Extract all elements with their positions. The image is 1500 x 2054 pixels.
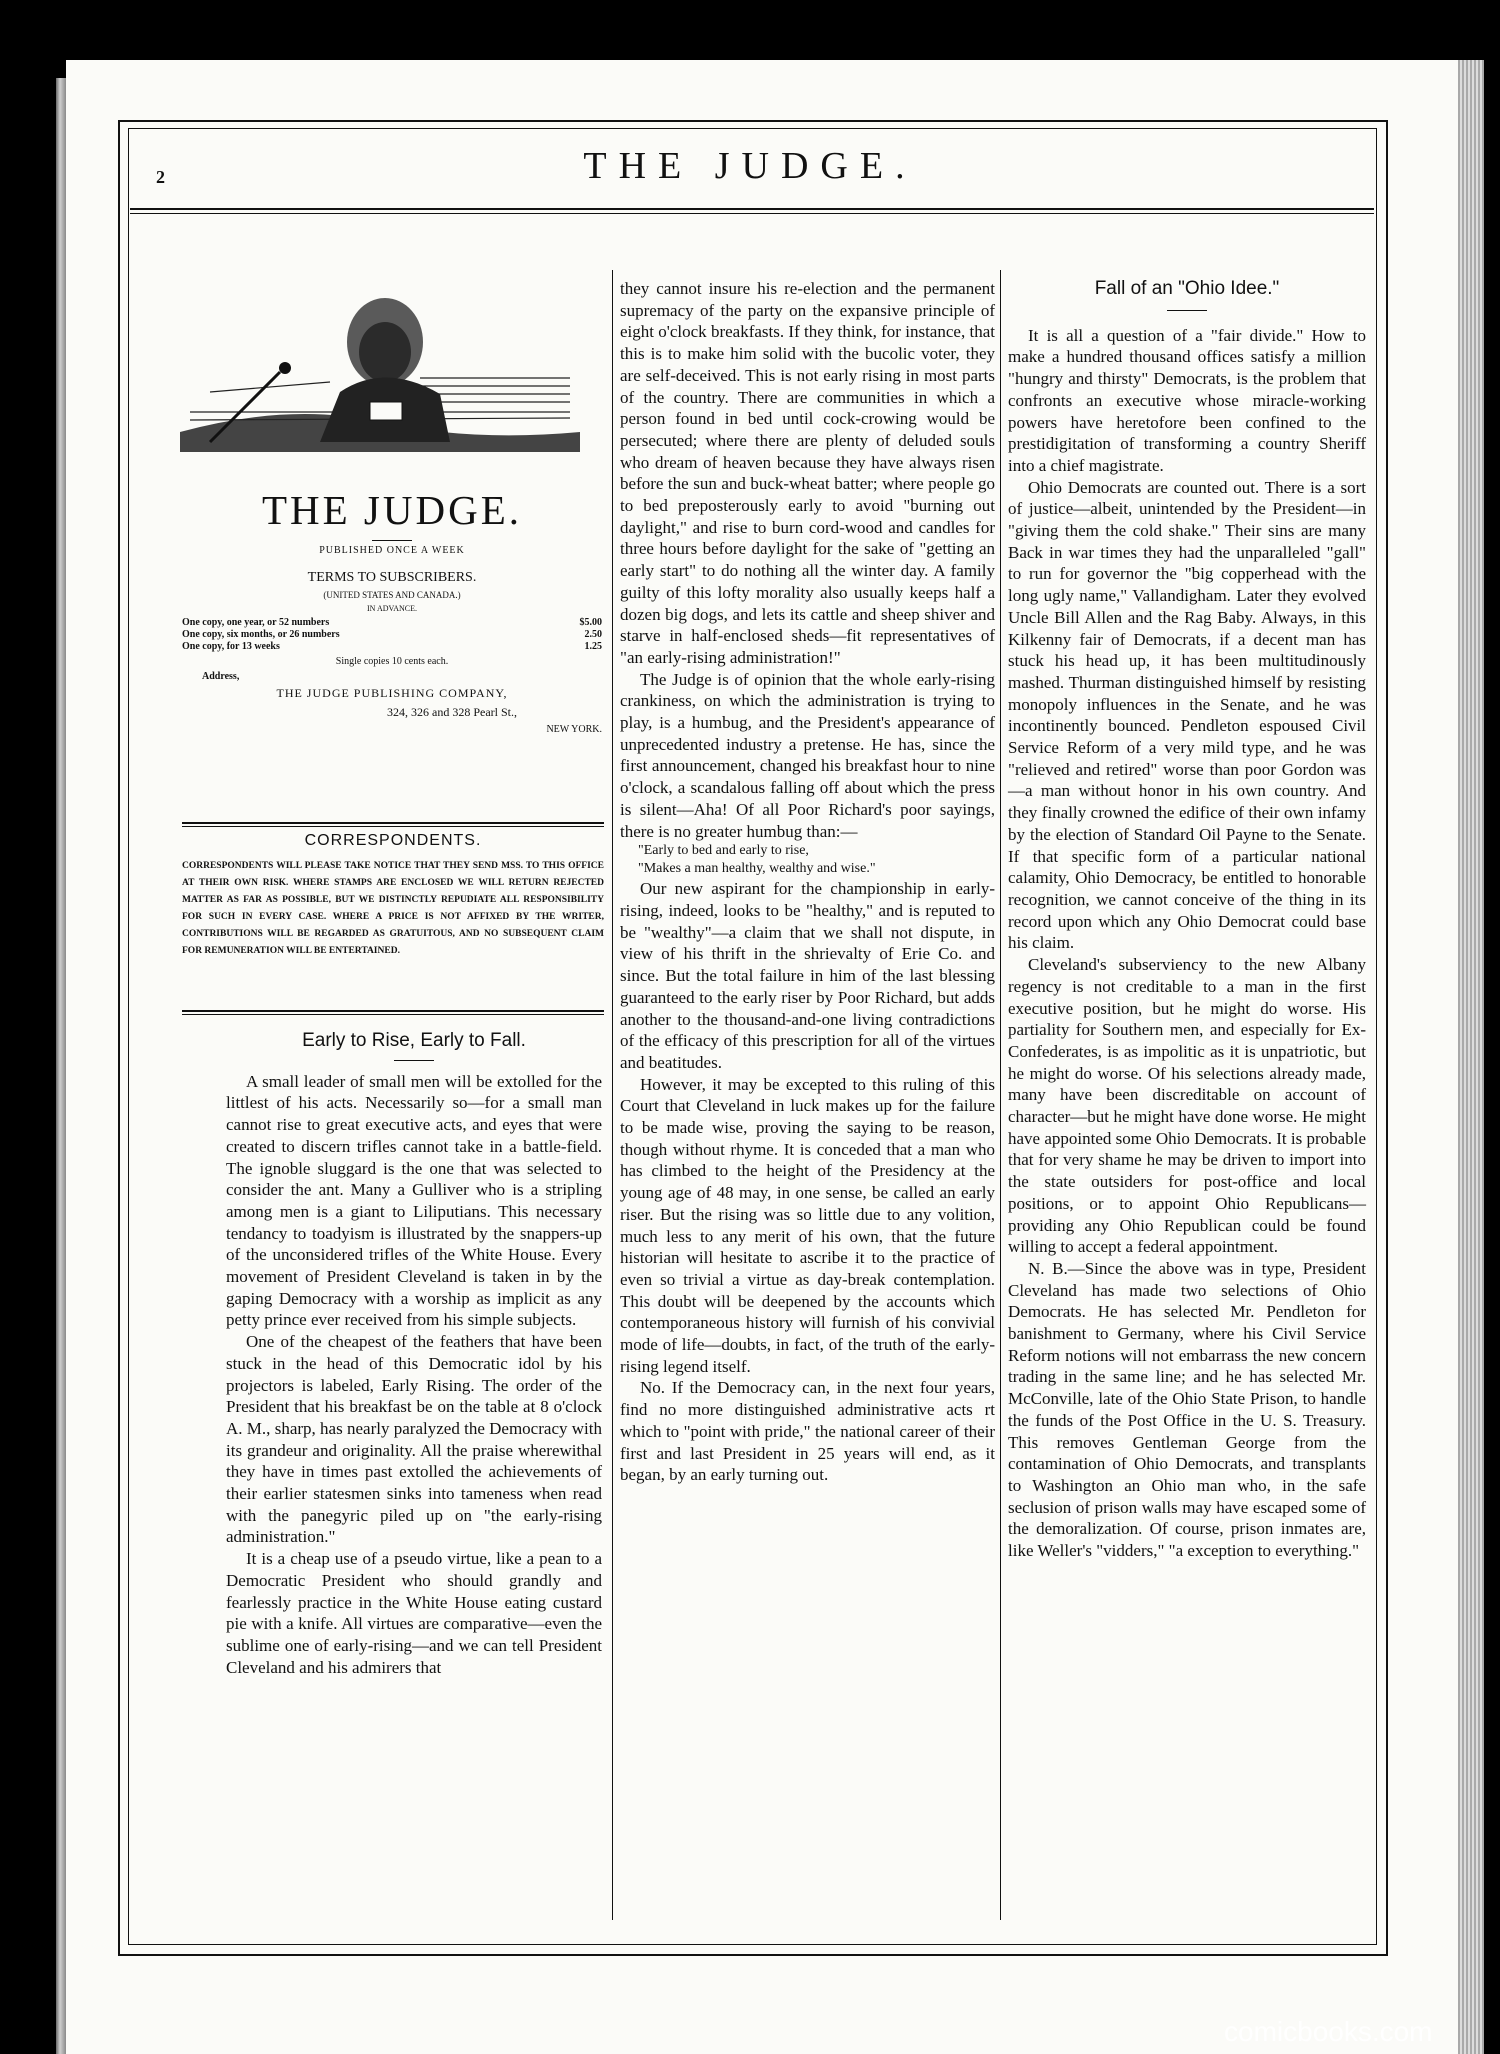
paragraph: One of the cheapest of the feathers that have been stuck in the head of this Democratic idol by his projectors is labeled, Early Rising. The order of the President that his breakfast be on the table at 8 o'clock A. M., sharp, has nearly paralyzed the Democracy with its grandeur and originality. All the praise wherewithal they have in times past extolled the achievements of their earlier statesmen sinks into tameness when read with the panegyric piled up on "the early-rising administration."	[226, 1332, 602, 1547]
price-row: One copy, one year, or 52 numbers $5.00	[182, 617, 602, 628]
paragraph: It is a cheap use of a pseudo virtue, like a pean to a Democratic President who should grandly and fearlessly practice in the White House eating custard pie with a knife. All virtues are comparative—even the sublime one of early-rising—and we can tell President Cleveland and his admirers that	[226, 1549, 602, 1677]
heading-dash	[394, 1060, 434, 1061]
paragraph: Cleveland's subserviency to the new Albany regency is not creditable to a man in the first executive position, but he might do worse. His partiality for Southern men, and especially for Ex-Confederates, is as impolitic as it is unpatriotic, but he might do worse. Of his selections already made, many have been discreditable on account of character—but he might have done worse. He might have appointed some Ohio Democrats. It is probable that for very shame he may be driven to import into the state outsiders for post-office and local positions, or to appoint Ohio Republicans—providing any Ohio Republican could be found willing to accept a federal appointment.	[1008, 955, 1366, 1257]
corr-rule-bottom	[182, 1010, 604, 1012]
article-heading: Fall of an "Ohio Idee."	[1094, 278, 1280, 299]
editor-illustration	[170, 282, 590, 462]
paragraph: It is all a question of a "fair divide." How to make a hundred thousand offices satisfy a million "hungry and thirsty" Democrats, is the problem that confronts an executive whose miracle-working powers have heretofore been confined to the prestidigitation of transforming a country Sheriff into a chief magistrate.	[1008, 325, 1366, 475]
article-heading: Early to Rise, Early to Fall.	[302, 1030, 526, 1051]
article-ohio-idee	[1008, 278, 1366, 1562]
quote-line: "Makes a man healthy, wealthy and wise."	[638, 861, 876, 877]
correspondents-heading: CORRESPONDENTS.	[304, 832, 482, 849]
price-row: One copy, six months, or 26 numbers 2.50	[182, 629, 602, 640]
column-divider-2	[1000, 270, 1001, 1920]
subscription-card	[182, 480, 602, 735]
correspondents-notice	[182, 832, 604, 960]
terms-advance: IN ADVANCE.	[366, 604, 418, 613]
terms-heading: TERMS TO SUBSCRIBERS.	[307, 570, 477, 585]
masthead-rule	[130, 208, 1374, 210]
quote-line: "Early to bed and early to rise,	[638, 843, 809, 859]
card-title: THE JUDGE.	[261, 487, 523, 533]
masthead-title: THE JUDGE.	[583, 145, 917, 187]
book-binding	[56, 78, 66, 2054]
paragraph: A small leader of small men will be extolled for the littlest of his acts. Necessarily so—for a small man cannot rise to great executive acts, and eyes that were created to discern trifles cannot take in a battle-field. The ignoble sluggard is the one that was selected to consider the ant. Many a Gulliver who is a stripling among men is a giant to Liliputians. This necessary tendancy to toadyism is illustrated by the snappers-up of the unconsidered trifles of the White House. Every movement of President Cleveland is taken in by the gaping Democracy with a worship as implicit as any petty prince ever received from his simple subjects.	[226, 1071, 602, 1330]
card-dash	[372, 540, 412, 541]
price-list	[182, 617, 602, 652]
corr-rule-top	[182, 822, 604, 824]
masthead-rule-thin	[130, 213, 1374, 214]
paragraph: However, it may be excepted to this ruling of this Court that Cleveland in luck makes up for the failure to be made wise, proving the saying to be reason, though without rhyme. It is conceded that a man who has climbed to the height of the Presidency at the young age of 48 may, in one sense, be called an early riser. But the rising was so little due to any volition, much less to any merit of his own, that the future historian will hesitate to ascribe it to the practice of even so trivial a virtue as day-break contemplation. This doubt will be deepened by the accounts which contemporaneous history will furnish of his convivial mode of life—doubts, in fact, of the truth of the early-rising legend itself.	[620, 1074, 995, 1376]
company-city: NEW YORK.	[546, 724, 602, 735]
paragraph: they cannot insure his re-election and the permanent supremacy of the party on the expansive principle of eight o'clock breakfasts. If they think, for instance, that this is to make him solid with the bucolic voter, they are self-deceived. This is not early rising in most parts of the country. There are communities in which a person found in bed until cock-crowing would be persecuted; where there are plenty of deluded souls who dream of heaven because they have always risen before the sun and buck-wheat batter; where people go to bed preposterously early to avoid "burning out daylight," and rise to burn cord-wood and candles for three hours before daylight for the sake of "getting an early start" to do nothing all the winter day. A family guilty of this lofty morality also usually keeps half a dozen big dogs, and lets its cattle and sheep shiver and starve in half-enclosed sheds—fit representatives of "an early-rising administration!"	[620, 279, 995, 667]
publication-frequency: PUBLISHED ONCE A WEEK	[319, 545, 465, 556]
price-row: One copy, for 13 weeks 1.25	[182, 641, 602, 652]
corr-rule-bottom-thin	[182, 1014, 604, 1015]
paragraph: The Judge is of opinion that the whole early-rising crankiness, on which the administration is trying to play, is a humbug, and the President's appearance of unprecedented industry a pretense. He has, since the first announcement, changed his breakfast hour to nine o'clock, a scandalous falling off about which the press is silent—Aha! Of all Poor Richard's poor sayings, there is no greater humbug than:—	[620, 669, 995, 841]
company-name: THE JUDGE PUBLISHING COMPANY,	[276, 686, 508, 700]
terms-region: (UNITED STATES AND CANADA.)	[323, 590, 461, 600]
paragraph: Our new aspirant for the championship in early-rising, indeed, looks to be "healthy," and is reputed to be "wealthy"—a claim that we shall not dispute, in view of his thrift in the shrievalty of Erie Co. and since. But the total failure in him of the last blessing guaranteed to the early riser by Poor Richard, but adds another to the thousand-and-one living contradictions of the efficacy of this prescription for all of the virtues and beatitudes.	[620, 879, 995, 1072]
paragraph: N. B.—Since the above was in type, President Cleveland has made two selections of Ohio Democrats. He has selected Mr. Pendleton for banishment to Germany, where his Civil Service Reform notions will not embarrass the new concern trading in the same line; and he has selected Mr. McConville, late of the Ohio State Prison, to handle the funds of the Post Office in the U. S. Treasury. This removes Gentleman George from the contamination of Ohio Democrats, and transplants to Washington an Ohio man who, in the safe seclusion of prison walls may have escaped some of the demoralization. Of course, prison inmates are, like Weller's "vidders," "a exception to everything."	[1008, 1258, 1366, 1561]
corr-rule-top-thin	[182, 826, 604, 827]
article-early-rise-col1	[226, 1030, 602, 1678]
heading-dash	[1167, 310, 1207, 311]
correspondents-text: CORRESPONDENTS WILL PLEASE TAKE NOTICE THAT THEY SEND MSS. TO THIS OFFICE AT THEIR OWN RISK. WHERE STAMPS ARE ENCLOSED WE WILL RETURN REJECTED MATTER AS FAR AS POSSIBLE, BUT WE DISTINCTLY REPUDIATE ALL RESPONSIBILITY FOR SUCH IN EVERY CASE. WHERE A PRICE IS NOT AFFIXED BY THE WRITER, CONTRIBUTIONS WILL BE REGARDED AS GRATUITOUS, AND NO SUBSEQUENT CLAIM FOR REMUNERATION WILL BE ENTERTAINED.	[182, 861, 604, 956]
single-copy-price: Single copies 10 cents each.	[335, 656, 449, 667]
article-early-rise-col2	[620, 278, 995, 1486]
page-edges	[1458, 60, 1484, 2054]
page-number: 2	[156, 167, 165, 187]
paragraph: Ohio Democrats are counted out. There is a sort of justice—albeit, unintended by the President—in "giving them the cold shake." Their sins are many Back in war times they had the unparalleled "gall" to run for governor the "big copperhead with the long ugly name," Vallandigham. Later they evolved Uncle Bill Allen and the Rag Baby. Always, in this Kilkenny fair of Democrats, if a decent man has stuck his head up, it has been multitudinously mashed. Thurman distinguished himself by resisting monopoly influences in the Senate, and he was incontinently bounced. Pendleton espoused Civil Service Reform of a very mild type, and he was "relieved and retired" worse than poor Gordon was—a man without honor in his own country. And they finally crowned the edifice of their own infamy by the election of Standard Oil Payne to the Senate. If that specific form of a particular national calamity, Ohio Democracy, be entitled to honorable recognition, we cannot conceive of the thing in its record upon which any Ohio Democrat could base his claim.	[1008, 477, 1366, 953]
site-watermark: comicbooks.com	[1224, 2016, 1433, 2047]
paragraph: No. If the Democracy can, in the next four years, find no more distinguished administrative acts rt which to "point with pride," the national career of their first and last President in 25 years will end, as it began, by an early turning out.	[620, 1378, 995, 1485]
address-label: Address,	[202, 671, 240, 682]
company-street: 324, 326 and 328 Pearl St.,	[387, 705, 517, 719]
column-divider-1	[612, 270, 613, 1920]
